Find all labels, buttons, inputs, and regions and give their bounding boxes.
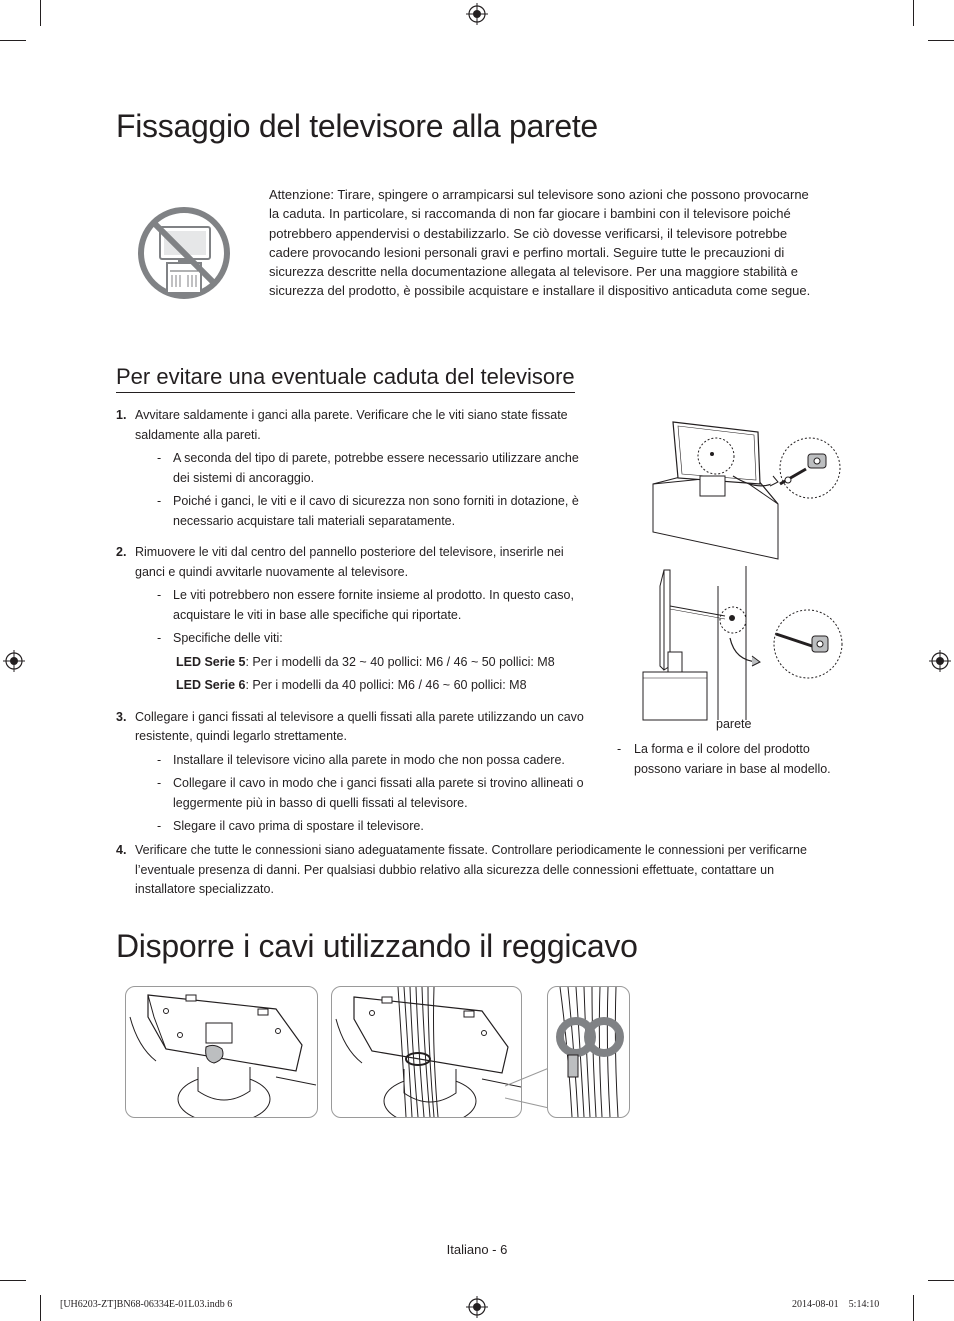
registration-mark-icon (3, 650, 25, 672)
cable-holder-panel-2 (331, 986, 522, 1118)
step-number: 2. (116, 545, 127, 559)
crop-mark (928, 1280, 954, 1281)
screw-spec-serie-6: LED Serie 6: Per i modelli da 40 pollici: M6 / 46 ~ 60 pollici: M8 (176, 678, 527, 692)
zoom-connector-lines (505, 1040, 553, 1110)
crop-mark (40, 0, 41, 26)
crop-mark (913, 0, 914, 26)
step-number: 1. (116, 408, 127, 422)
step-note: - Collegare il cavo in modo che i ganci fissati alla parete si trovino allineati o leggermente più in basso di quelli fissati al televisore. (157, 776, 584, 810)
screw-spec-serie-5: LED Serie 5: Per i modelli da 32 ~ 40 pollici: M6 / 46 ~ 50 pollici: M8 (176, 654, 555, 669)
section-subtitle: Per evitare una eventuale caduta del televisore (116, 364, 575, 393)
step-text: Collegare i ganci fissati al televisore a quelli fissati alla parete utilizzando un cavo resistente, quindi legarlo strettamente. (135, 709, 584, 743)
registration-mark-icon (466, 1296, 488, 1318)
tv-wall-cable-illustration (640, 566, 846, 722)
crop-mark (0, 40, 26, 41)
step-2 (116, 543, 594, 696)
registration-mark-icon (929, 650, 951, 672)
stand-cables-icon (332, 987, 521, 1117)
cable-holder-panel-1 (125, 986, 318, 1118)
tv-stand-hook-illustration (648, 414, 844, 564)
step-number: 4. (116, 843, 127, 857)
stand-back-icon (126, 987, 317, 1117)
warning-paragraph: Attenzione: Tirare, spingere o arrampicarsi sul televisore sono azioni che possono provocarne la caduta. In particolare, si raccomanda di non far giocare i bambini con il televisore poiché potrebbero appendervisi o destabilizzarlo. Se ciò dovesse verificarsi, il televisore potrebbe cadere provocando lesioni personali gravi e perfino mortali. Seguire tutte le precauzioni di sicurezza descritte nella documentazione allegata al televisore. Per una maggiore stabilità e sicurezza del prodotto, è possibile acquistare e installare il dispositivo anticaduta come segue. (269, 187, 811, 299)
page-title: Fissaggio del televisore alla parete (116, 108, 598, 144)
registration-mark-icon (466, 3, 488, 25)
step-1 (116, 406, 594, 531)
step-text: Avvitare saldamente i ganci alla parete. Verificare che le viti siano state fissate saldamente alla pareti. (135, 408, 568, 442)
crop-mark (928, 40, 954, 41)
cable-holder-panel-3 (547, 986, 630, 1118)
page-footer: Italiano - 6 (446, 1242, 508, 1257)
print-slug-left: [UH6203-ZT]BN68-06334E-01L03.indb 6 (60, 1299, 233, 1310)
no-climbing-warning-icon (136, 205, 232, 301)
cable-clip-closeup-icon (548, 987, 629, 1117)
step-4 (116, 841, 834, 900)
step-note: - Installare il televisore vicino alla parete in modo che non possa cadere. (157, 752, 565, 767)
crop-mark (913, 1295, 914, 1321)
print-slug-right: 2014-08-01 5:14:10 (792, 1299, 880, 1310)
step-3 (116, 708, 594, 837)
crop-mark (40, 1295, 41, 1321)
image-note: - La forma e il colore del prodotto possono variare in base al modello. (617, 742, 831, 776)
step-note: - Slegare il cavo prima di spostare il televisore. (157, 819, 424, 833)
step-note: - A seconda del tipo di parete, potrebbe essere necessario utilizzare anche dei sistemi di ancoraggio. (157, 451, 579, 485)
step-note: - Poiché i ganci, le viti e il cavo di sicurezza non sono forniti in dotazione, è necessario acquistare tali materiali separatamente. (157, 494, 579, 528)
step-note: - Specifiche delle viti: (157, 631, 283, 645)
crop-mark (0, 1280, 26, 1281)
step-text: Verificare che tutte le connessioni siano adeguatamente fissate. Controllare periodicamente le connessioni per verificarne l’eventuale presenza di danni. Per qualsiasi dubbio relativo alla sicurezza delle connessioni effettuate, contattare un installatore specializzato. (135, 843, 807, 896)
step-number: 3. (116, 709, 127, 724)
image-caption: parete (716, 717, 752, 731)
steps-list (116, 406, 594, 843)
section-title-cables: Disporre i cavi utilizzando il reggicavo (116, 928, 638, 964)
step-note: - Le viti potrebbero non essere fornite insieme al prodotto. In questo caso, acquistare le viti in base alle specifiche qui riportate. (157, 588, 574, 622)
step-text: Rimuovere le viti dal centro del pannello posteriore del televisore, inserirle nei ganci e quindi avvitarle nuovamente al televisore. (135, 545, 564, 579)
